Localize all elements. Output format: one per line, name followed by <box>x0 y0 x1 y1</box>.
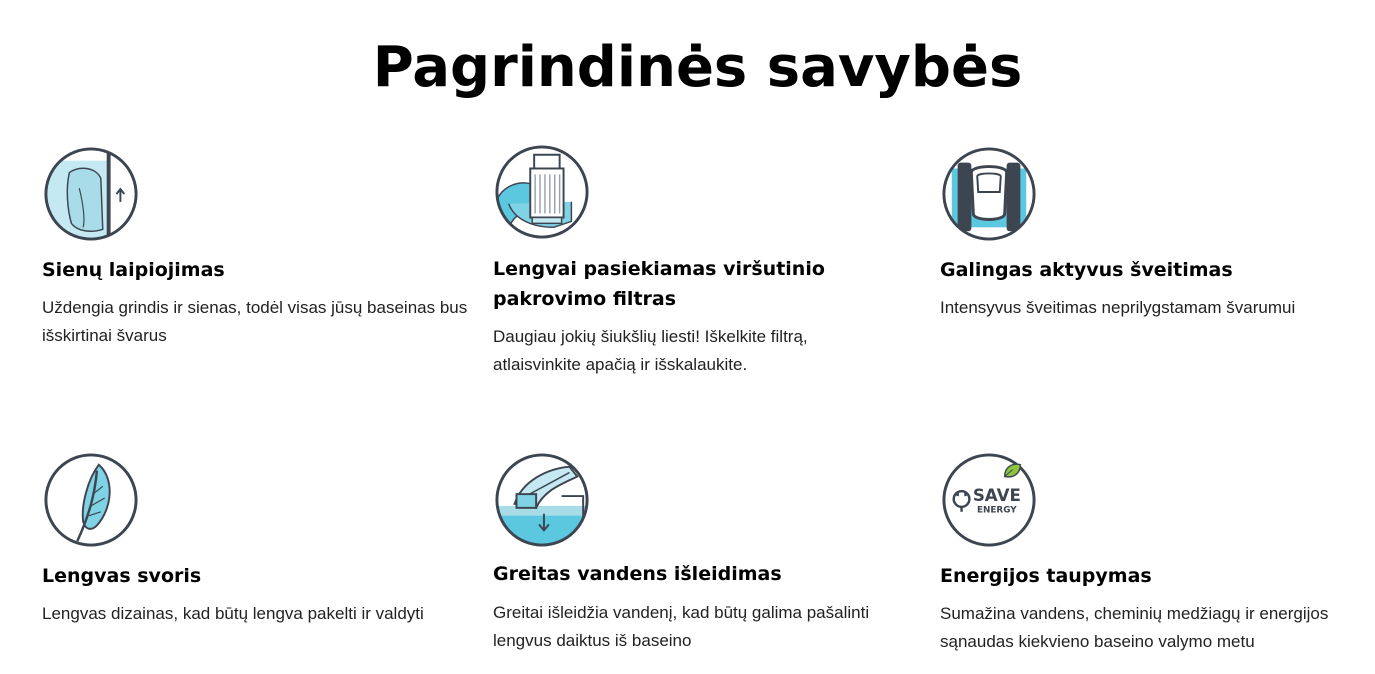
feature-title: Galingas aktyvus šveitimas <box>940 259 1233 281</box>
feature-title: Lengvas svoris <box>42 565 202 587</box>
save-energy-icon <box>940 451 1038 549</box>
feature-lightweight <box>42 451 424 623</box>
save-text: SAVE <box>972 485 1021 505</box>
feature-title: Lengvai pasiekiamas viršutinio pakrovimo filtras <box>493 258 825 310</box>
water-release-icon <box>493 451 591 549</box>
top-load-filter-icon <box>493 143 591 241</box>
feature-description: Greitai išleidžia vandenį, kad būtų galima pašalinti lengvus daiktus iš baseino <box>493 603 870 650</box>
feature-description: Sumažina vandens, cheminių medžiagų ir energijos sąnaudas kiekvieno baseino valymo metu <box>940 604 1329 651</box>
feature-energy-saving <box>940 451 1329 651</box>
energy-text: ENERGY <box>977 505 1017 516</box>
feature-description: Uždengia grindis ir sienas, todėl visas jūsų baseinas bus išskirtinai švarus <box>42 298 468 345</box>
feature-description: Intensyvus šveitimas neprilygstamam švarumui <box>940 298 1296 317</box>
feather-icon <box>42 451 140 549</box>
feature-description: Lengvas dizainas, kad būtų lengva pakelti ir valdyti <box>42 604 424 623</box>
feature-wall-climbing <box>42 145 468 345</box>
feature-title: Sienų laipiojimas <box>42 259 225 281</box>
feature-fast-water-release <box>493 451 870 650</box>
feature-description: Daugiau jokių šiukšlių liesti! Iškelkite filtrą, atlaisvinkite apačią ir išskalaukite. <box>493 327 808 374</box>
feature-title: Energijos taupymas <box>940 565 1152 587</box>
feature-top-load-filter <box>493 143 825 374</box>
wall-climbing-icon <box>42 145 140 243</box>
page-title: Pagrindinės savybės <box>372 35 1023 100</box>
feature-title: Greitas vandens išleidimas <box>493 563 782 585</box>
feature-active-brushing <box>940 145 1296 317</box>
active-brushing-icon <box>940 145 1038 243</box>
